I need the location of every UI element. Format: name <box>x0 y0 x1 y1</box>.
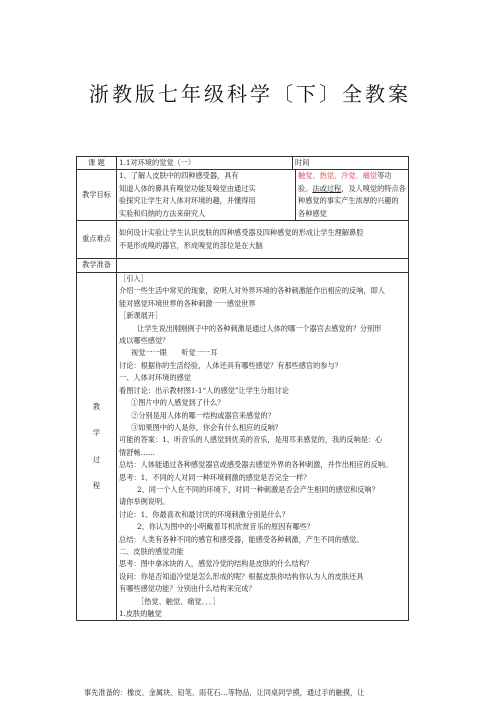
process-line: 有哪些感觉功能？分别由什么结构来完成？ <box>119 584 256 594</box>
key-points-content: 如何设计实验让学生认识皮肤的四种感受器及四种感觉的形成让学生理解鼻腔 不是形成嗅的器官，形成嗅觉的部位是在大脑 <box>117 221 409 259</box>
process-line: 讨论：根据你的生活经验，人体还具有哪些感觉？有那些感官的参与？ <box>119 360 342 370</box>
goals-right-line3: 种感觉的事实产生浓厚的兴趣的 <box>298 196 399 206</box>
goals-line3: 验探究让学生对人体对环境的趣，并懂得用 <box>119 196 256 206</box>
process-row <box>77 273 409 621</box>
process-line: 情舒畅…… <box>119 447 155 457</box>
process-line: 设问：你是否知道冷觉是怎么形成的呢？根据皮肤你结构你认为人的皮肤还具 <box>119 571 364 581</box>
sense-list: 触觉、热觉、冷觉、痛觉 <box>298 171 378 181</box>
goals-line2: 知道人体的鼻具有嗅觉功能及嗅觉由通过实 <box>119 183 256 193</box>
process-line: ②分别是用人体的哪一结构或器官来感觉的？ <box>131 410 275 420</box>
process-line: 思考：图中拿冰块的人，感觉冷觉的结构是皮肤的什么结构？ <box>119 559 314 569</box>
process-line: 视觉一一眼 听觉一一耳 <box>131 348 218 358</box>
process-label: 教 学 过 程 <box>77 273 117 621</box>
footer-text: 事先准备的：橡皮、金属块、铅笔、雨花石…等物品，让同桌同学摸，通过手的触摸，让 <box>84 688 365 697</box>
process-line: 2、你认为图中的小明戴着耳机欣赏音乐的原因有哪些？ <box>137 522 315 532</box>
process-line: 看图讨论：出示教材图1-1“人的感觉”让学生分组讨论 <box>119 385 289 395</box>
process-line: 能对感觉环境世界的各种刺激一一感觉世界 <box>119 298 256 308</box>
prep-row <box>77 259 409 273</box>
process-line: 总结：人类有各种不同的感官和感受器，能感受各种刺激，产生不同的感觉。 <box>119 534 364 544</box>
process-line: 总结：人体能通过各种感觉器官或感受器去感觉外界的各种刺激，并作出相应的反响。 <box>119 460 393 470</box>
document-title: 浙教版七年级科学〔下〕全教案 <box>89 82 411 106</box>
goals-right-line1: 触觉、热觉、冷觉、痛觉等功 <box>298 171 392 181</box>
key-points-label: 重点难点 <box>77 221 117 259</box>
goals-row <box>77 170 409 221</box>
process-line: 思考：1、不同的人对同一种环境刺激的感觉是否完全一样？ <box>119 472 311 482</box>
process-line: 可能的答案：1、听音乐的人感觉到优美的音乐，是用耳来感觉的，我的反响是：心 <box>119 435 383 445</box>
process-line: 成以哪些感觉？ <box>119 336 170 346</box>
goals-right-line4: 各种感觉 <box>298 208 327 218</box>
lesson-plan-table <box>76 156 409 621</box>
process-line: 一、人体对环境的感觉 <box>119 373 191 383</box>
topic-value: 1.1对环境的觉觉（一） <box>117 157 293 170</box>
process-line: 让学生说出刚刚例子中的各种刺激是通过人体的哪一个器官去感觉的？分别形 <box>137 323 382 333</box>
prep-label: 教学准备 <box>77 259 117 273</box>
process-line: 1.皮肤的触觉 <box>119 609 162 618</box>
process-line: 2、同一个人在不同的环境下，对同一种刺激是否会产生相同的感觉和反响？ <box>137 484 379 494</box>
topic-row <box>77 157 409 170</box>
process-line: 讨论：1、你最喜欢和最讨厌的环境刺激分别是什么？ <box>119 509 289 519</box>
process-line: ③如果图中的人是你，你会有什么相应的反响？ <box>131 422 282 432</box>
time-label: 时间 <box>293 157 409 170</box>
topic-label: 课 题 <box>77 157 117 170</box>
process-line: ［新课展开］ <box>119 311 163 321</box>
goals-label: 教学目标 <box>77 170 117 221</box>
process-line: ［热觉、触觉、痛觉．．．］ <box>137 596 220 606</box>
process-line: 介绍一些生活中常见的现象，说明人对外界环境的各种刺激能作出相应的反响，即人 <box>119 286 385 296</box>
goals-line1: 1、了解人皮肤中的四种感受器，具有 <box>119 171 239 181</box>
process-line: ［引入］ <box>119 274 148 284</box>
key-points-row <box>77 221 409 259</box>
prep-content <box>117 259 409 273</box>
process-line: 请你举例说明。 <box>119 497 170 507</box>
goals-line4: 实验和归纳的方法来研究人 <box>119 208 206 218</box>
process-line: 二、皮肤的感觉功能 <box>119 546 184 556</box>
goals-right-line2: 验。法或过程，及人嗅觉的特点各 <box>298 183 406 193</box>
goals-content <box>117 170 409 221</box>
process-line: ①图片中的人感觉到了什么？ <box>131 398 225 408</box>
process-content <box>117 273 409 621</box>
